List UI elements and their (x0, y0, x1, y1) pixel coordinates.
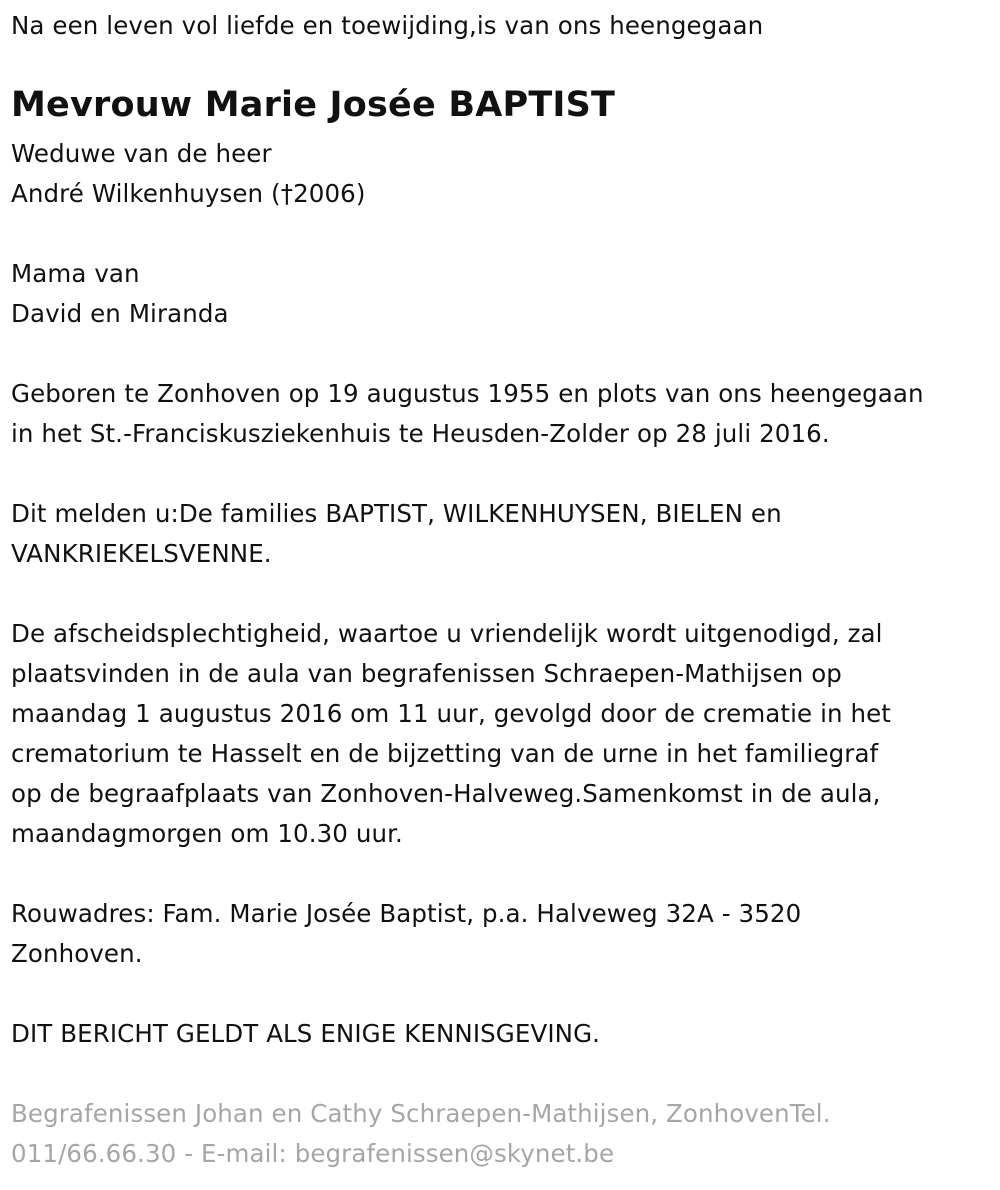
mother-line: David en Miranda (11, 299, 229, 328)
mother-line: Mama van (11, 259, 140, 288)
ceremony-section (11, 614, 891, 854)
widow-line: André Wilkenhuysen (†2006) (11, 179, 366, 208)
address-section (11, 894, 801, 974)
ceremony-line: maandag 1 augustus 2016 om 11 uur, gevolgd door de crematie in het (11, 699, 891, 728)
intro-text: Na een leven vol liefde en toewijding,is van ons heengegaan (11, 11, 764, 40)
ceremony-line: De afscheidsplechtigheid, waartoe u vriendelijk wordt uitgenodigd, zal (11, 619, 883, 648)
ceremony-line: crematorium te Hasselt en de bijzetting van de urne in het familiegraf (11, 739, 879, 768)
families-section (11, 494, 782, 574)
born-line: in het St.-Franciskusziekenhuis te Heusden-Zolder op 28 juli 2016. (11, 419, 830, 448)
ceremony-line: plaatsvinden in de aula van begrafenissen Schraepen-Mathijsen op (11, 659, 842, 688)
ceremony-line: maandagmorgen om 10.30 uur. (11, 819, 403, 848)
address-line: Rouwadres: Fam. Marie Josée Baptist, p.a. Halveweg 32A - 3520 (11, 899, 802, 928)
born-line: Geboren te Zonhoven op 19 augustus 1955 en plots van ons heengegaan (11, 379, 924, 408)
notice-section (11, 1014, 600, 1054)
footer-line: 011/66.66.30 - E-mail: begrafenissen@skynet.be (11, 1139, 615, 1168)
intro-section (11, 6, 763, 46)
mother-section (11, 254, 229, 334)
deceased-name: Mevrouw Marie Josée BAPTIST (11, 85, 616, 125)
address-line: Zonhoven. (11, 939, 143, 968)
notice-text: DIT BERICHT GELDT ALS ENIGE KENNISGEVING. (11, 1019, 601, 1048)
footer-line: Begrafenissen Johan en Cathy Schraepen-Mathijsen, ZonhovenTel. (11, 1099, 831, 1128)
widow-section (11, 134, 365, 214)
families-line: Dit melden u:De families BAPTIST, WILKENHUYSEN, BIELEN en (11, 499, 782, 528)
name-section (11, 81, 615, 129)
families-line: VANKRIEKELSVENNE. (11, 539, 272, 568)
footer-section (11, 1094, 831, 1174)
widow-line: Weduwe van de heer (11, 139, 272, 168)
born-section (11, 374, 924, 454)
ceremony-line: op de begraafplaats van Zonhoven-Halveweg.Samenkomst in de aula, (11, 779, 881, 808)
